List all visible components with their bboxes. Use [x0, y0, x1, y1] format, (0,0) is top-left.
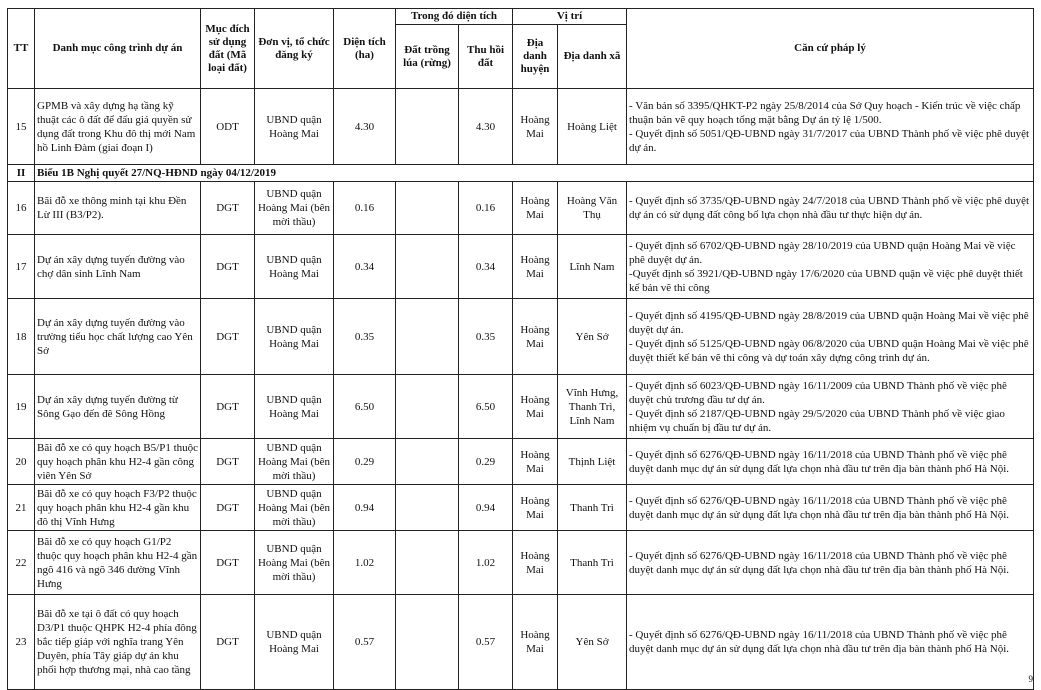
row-commune: Hoàng Liệt [558, 89, 627, 165]
row-recover: 1.02 [459, 531, 513, 595]
row-legal-basis [627, 299, 1034, 375]
row-commune: Hoàng Văn Thụ [558, 182, 627, 235]
section-row [8, 165, 1034, 182]
row-purpose: DGT [201, 439, 255, 485]
row-area: 0.94 [334, 485, 396, 531]
header-district: Địa danh huyện [513, 25, 558, 89]
row-commune: Yên Sở [558, 595, 627, 690]
row-recover: 0.34 [459, 235, 513, 299]
legal-basis-item: - Quyết định số 5125/QĐ-UBND ngày 06/8/2020 của UBND quận Hoàng Mai về việc phê duyệt thiết kế bản vẽ thi công và dự toán xây dựng công trình dự án. [629, 337, 1029, 364]
row-area: 0.29 [334, 439, 396, 485]
row-recover: 6.50 [459, 375, 513, 439]
header-tt: TT [8, 9, 35, 89]
row-legal-basis [627, 531, 1034, 595]
legal-basis-item: - Quyết định số 2187/QĐ-UBND ngày 29/5/2020 của UBND Thành phố về việc giao nhiệm vụ chuẩn bị đầu tư dự án. [629, 407, 1005, 434]
row-district: Hoàng Mai [513, 485, 558, 531]
row-rice [396, 235, 459, 299]
row-commune: Lĩnh Nam [558, 235, 627, 299]
row-unit: UBND quận Hoàng Mai (bên mời thầu) [255, 531, 334, 595]
row-unit: UBND quận Hoàng Mai [255, 299, 334, 375]
row-tt: 16 [8, 182, 35, 235]
row-tt: 17 [8, 235, 35, 299]
table-row [8, 182, 1034, 235]
row-rice [396, 182, 459, 235]
row-legal-basis [627, 595, 1034, 690]
header-purpose: Mục đích sử dụng đất (Mã loại đất) [201, 9, 255, 89]
header-commune: Địa danh xã [558, 25, 627, 89]
table-row [8, 299, 1034, 375]
legal-basis-item: - Quyết định số 4195/QĐ-UBND ngày 28/8/2019 của UBND quận Hoàng Mai về việc phê duyệt dự án. [629, 309, 1029, 336]
header-legal: Căn cứ pháp lý [627, 9, 1034, 89]
header-subgroup-area: Trong đó diện tích [396, 9, 513, 25]
table-row [8, 485, 1034, 531]
row-area: 1.02 [334, 531, 396, 595]
row-rice [396, 485, 459, 531]
row-unit: UBND quận Hoàng Mai (bên mời thầu) [255, 182, 334, 235]
row-recover: 0.16 [459, 182, 513, 235]
row-purpose: DGT [201, 235, 255, 299]
row-unit: UBND quận Hoàng Mai (bên mời thầu) [255, 485, 334, 531]
header-area: Diện tích (ha) [334, 9, 396, 89]
row-unit: UBND quận Hoàng Mai [255, 595, 334, 690]
row-rice [396, 89, 459, 165]
header-unit: Đơn vị, tổ chức đăng ký [255, 9, 334, 89]
row-tt: 21 [8, 485, 35, 531]
row-recover: 0.94 [459, 485, 513, 531]
row-project: Bãi đỗ xe tại ô đất có quy hoạch D3/P1 thuộc QHPK H2-4 phía đông bắc tiếp giáp với nghĩa trang Yên Duyên, phía Tây giáp dự án khu phối hợp thương mại, nhà cao tầng [35, 595, 201, 690]
row-area: 0.57 [334, 595, 396, 690]
row-tt: 20 [8, 439, 35, 485]
row-district: Hoàng Mai [513, 235, 558, 299]
row-commune: Yên Sở [558, 299, 627, 375]
row-unit: UBND quận Hoàng Mai [255, 235, 334, 299]
row-tt: 18 [8, 299, 35, 375]
row-area: 6.50 [334, 375, 396, 439]
row-project: GPMB và xây dựng hạ tầng kỹ thuật các ô đất để đấu giá quyền sử dụng đất trong Khu đô thị mới Nam hồ Linh Đàm (giai đoạn I) [35, 89, 201, 165]
row-project: Bãi đỗ xe thông minh tại khu Đền Lừ III (B3/P2). [35, 182, 201, 235]
row-district: Hoàng Mai [513, 182, 558, 235]
row-recover: 0.35 [459, 299, 513, 375]
legal-basis-item: - Quyết định số 5051/QĐ-UBND ngày 31/7/2017 của UBND Thành phố về việc phê duyệt dự án. [629, 127, 1030, 154]
row-legal-basis [627, 89, 1034, 165]
row-rice [396, 299, 459, 375]
row-commune: Thanh Trì [558, 485, 627, 531]
row-tt: 22 [8, 531, 35, 595]
row-purpose: DGT [201, 485, 255, 531]
row-purpose: DGT [201, 182, 255, 235]
row-rice [396, 375, 459, 439]
row-purpose: DGT [201, 595, 255, 690]
row-area: 0.35 [334, 299, 396, 375]
row-project: Bãi đỗ xe có quy hoạch F3/P2 thuộc quy hoạch phân khu H2-4 gần khu đô thị Vĩnh Hưng [35, 485, 201, 531]
row-area: 4.30 [334, 89, 396, 165]
row-legal-basis [627, 439, 1034, 485]
row-district: Hoàng Mai [513, 531, 558, 595]
row-unit: UBND quận Hoàng Mai [255, 375, 334, 439]
legal-basis-item: - Quyết định số 6276/QĐ-UBND ngày 16/11/2018 của UBND Thành phố về việc phê duyệt danh mục dự án sử dụng đất lựa chọn nhà đầu tư trên địa bàn thành phố Hà Nội. [629, 549, 1010, 576]
legal-basis-item: - Quyết định số 6023/QĐ-UBND ngày 16/11/2009 của UBND Thành phố về việc phê duyệt chủ trương đầu tư dự án. [629, 379, 1007, 406]
legal-basis-item: - Văn bản số 3395/QHKT-P2 ngày 25/8/2014 của Sở Quy hoạch - Kiến trúc về việc chấp thuận bản vẽ quy hoạch tổng mặt bằng Dự án tỷ lệ 1/500. [629, 99, 1021, 126]
legal-basis-item: - Quyết định số 6276/QĐ-UBND ngày 16/11/2018 của UBND Thành phố về việc phê duyệt danh mục dự án sử dụng đất lựa chọn nhà đầu tư trên địa bàn thành phố Hà Nội. [629, 629, 1010, 655]
page-number: 9 [1028, 674, 1033, 684]
row-tt: 15 [8, 89, 35, 165]
header-project: Danh mục công trình dự án [35, 9, 201, 89]
table-row [8, 595, 1034, 690]
row-unit: UBND quận Hoàng Mai [255, 89, 334, 165]
header-location: Vị trí [513, 9, 627, 25]
row-district: Hoàng Mai [513, 439, 558, 485]
section-title: Biểu 1B Nghị quyết 27/NQ-HĐND ngày 04/12/2019 [35, 165, 1034, 182]
row-rice [396, 531, 459, 595]
header-rice: Đất trồng lúa (rừng) [396, 25, 459, 89]
row-purpose: DGT [201, 299, 255, 375]
row-tt: 19 [8, 375, 35, 439]
section-number: II [8, 165, 35, 182]
table-row [8, 375, 1034, 439]
row-unit: UBND quận Hoàng Mai (bên mời thầu) [255, 439, 334, 485]
row-purpose: DGT [201, 531, 255, 595]
table-row [8, 89, 1034, 165]
row-area: 0.16 [334, 182, 396, 235]
row-legal-basis [627, 375, 1034, 439]
row-legal-basis [627, 235, 1034, 299]
row-project: Bãi đỗ xe có quy hoạch G1/P2 thuộc quy hoạch phân khu H2-4 gần ngõ 416 và ngõ 346 đường Vĩnh Hưng [35, 531, 201, 595]
row-project: Dự án xây dựng tuyến đường từ Sông Gạo đến đê Sông Hồng [35, 375, 201, 439]
row-recover: 0.29 [459, 439, 513, 485]
legal-basis-item: -Quyết định số 3921/QĐ-UBND ngày 17/6/2020 của UBND quận về việc phê duyệt thiết kế bản vẽ thi công [629, 267, 1023, 294]
row-tt: 23 [8, 595, 35, 690]
row-project: Dự án xây dựng tuyến đường vào chợ dân sinh Lĩnh Nam [35, 235, 201, 299]
legal-basis-item: - Quyết định số 6276/QĐ-UBND ngày 16/11/2018 của UBND Thành phố về việc phê duyệt danh mục dự án sử dụng đất lựa chọn nhà đầu tư trên địa bàn thành phố Hà Nội. [629, 494, 1010, 521]
row-purpose: DGT [201, 375, 255, 439]
row-district: Hoàng Mai [513, 89, 558, 165]
row-commune: Vĩnh Hưng, Thanh Trì, Lĩnh Nam [558, 375, 627, 439]
row-rice [396, 595, 459, 690]
row-district: Hoàng Mai [513, 375, 558, 439]
legal-basis-item: - Quyết định số 6276/QĐ-UBND ngày 16/11/2018 của UBND Thành phố về việc phê duyệt danh mục dự án sử dụng đất lựa chọn nhà đầu tư trên địa bàn thành phố Hà Nội. [629, 448, 1010, 475]
row-commune: Thịnh Liệt [558, 439, 627, 485]
row-legal-basis [627, 182, 1034, 235]
row-district: Hoàng Mai [513, 299, 558, 375]
row-recover: 4.30 [459, 89, 513, 165]
row-district: Hoàng Mai [513, 595, 558, 690]
row-purpose: ODT [201, 89, 255, 165]
table-row [8, 235, 1034, 299]
legal-basis-item: - Quyết định số 6702/QĐ-UBND ngày 28/10/2019 của UBND quận Hoàng Mai về việc phê duyệt dự án. [629, 239, 1016, 266]
table-row [8, 439, 1034, 485]
row-project: Bãi đỗ xe có quy hoạch B5/P1 thuộc quy hoạch phân khu H2-4 gần công viên Yên Sở [35, 439, 201, 485]
row-legal-basis [627, 485, 1034, 531]
table-row [8, 531, 1034, 595]
row-recover: 0.57 [459, 595, 513, 690]
row-rice [396, 439, 459, 485]
row-area: 0.34 [334, 235, 396, 299]
header-recover: Thu hồi đất [459, 25, 513, 89]
row-project: Dự án xây dựng tuyến đường vào trường tiểu học chất lượng cao Yên Sở [35, 299, 201, 375]
legal-basis-item: - Quyết định số 3735/QĐ-UBND ngày 24/7/2018 của UBND Thành phố về việc phê duyệt dự án có sử dụng đất công bố lựa chọn nhà đầu tư thực hiện dự án. [629, 195, 1030, 221]
row-commune: Thanh Trì [558, 531, 627, 595]
land-use-project-table [7, 8, 1034, 690]
